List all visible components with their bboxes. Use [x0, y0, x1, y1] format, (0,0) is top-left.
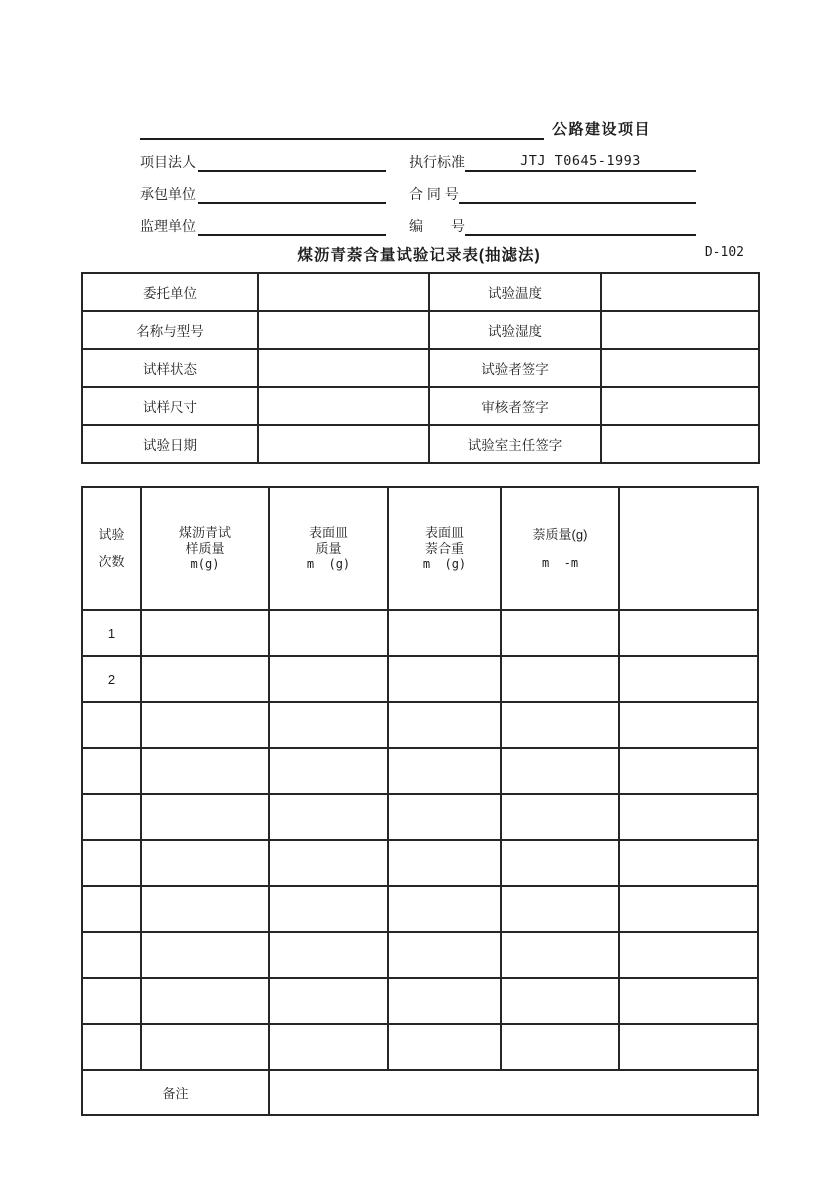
- info-label: 试验日期: [82, 425, 258, 463]
- info-label: 审核者签字: [429, 387, 601, 425]
- empty-cell: [141, 978, 269, 1024]
- header-field-row: [140, 152, 696, 172]
- page-title: 煤沥青萘含量试验记录表(抽滤法): [297, 247, 541, 264]
- empty-cell: [388, 840, 501, 886]
- field-label-standard: 执行标准: [409, 154, 465, 170]
- remark-value-cell: [269, 1070, 758, 1115]
- info-label: 试验湿度: [429, 311, 601, 349]
- trial-number-cell: [82, 1024, 141, 1070]
- info-value-cell: [601, 387, 759, 425]
- empty-cell: [501, 840, 619, 886]
- info-value-cell: [258, 273, 429, 311]
- trial-number-cell: [82, 748, 141, 794]
- project-name-line: [140, 118, 696, 140]
- empty-cell: [388, 748, 501, 794]
- header-row: [82, 487, 758, 610]
- info-label: 试验者签字: [429, 349, 601, 387]
- info-label: 试验温度: [429, 273, 601, 311]
- col-header-naphthalene-mass: 萘质量(g) m -m: [501, 487, 619, 610]
- table-row: [82, 273, 759, 311]
- col-header-trial-number: 试验 次数: [82, 487, 141, 610]
- empty-cell: [501, 748, 619, 794]
- empty-cell: [141, 1024, 269, 1070]
- field-value-line: [465, 152, 696, 172]
- empty-cell: [619, 932, 758, 978]
- table-row: [82, 387, 759, 425]
- field-value-line: [459, 184, 696, 204]
- empty-cell: [619, 656, 758, 702]
- header-field-row: [140, 184, 696, 204]
- info-value-cell: [258, 311, 429, 349]
- empty-cell: [269, 702, 388, 748]
- trial-number-cell: [82, 794, 141, 840]
- standard-code-value: JTJ T0645-1993: [520, 153, 641, 169]
- empty-cell: [141, 886, 269, 932]
- trial-number-cell: [82, 932, 141, 978]
- empty-cell: [269, 748, 388, 794]
- empty-cell: [501, 886, 619, 932]
- remark-label: 备注: [82, 1070, 269, 1115]
- empty-cell: [619, 886, 758, 932]
- trial-number-cell: [82, 978, 141, 1024]
- empty-cell: [141, 840, 269, 886]
- empty-cell: [269, 794, 388, 840]
- header-field-row: [140, 216, 696, 236]
- empty-cell: [269, 1024, 388, 1070]
- info-label: 名称与型号: [82, 311, 258, 349]
- empty-cell: [619, 702, 758, 748]
- info-value-cell: [601, 425, 759, 463]
- empty-cell: [501, 702, 619, 748]
- empty-cell: [269, 610, 388, 656]
- title-row: [0, 243, 838, 265]
- empty-cell: [619, 1024, 758, 1070]
- table-row: [82, 349, 759, 387]
- table-row: [82, 1024, 758, 1070]
- trial-number-cell: [82, 702, 141, 748]
- table-row: [82, 425, 759, 463]
- info-label: 委托单位: [82, 273, 258, 311]
- table-row: [82, 932, 758, 978]
- field-label-contractor: 承包单位: [140, 186, 196, 202]
- field-blank-line: [198, 184, 386, 204]
- empty-cell: [141, 656, 269, 702]
- empty-cell: [388, 932, 501, 978]
- empty-cell: [619, 840, 758, 886]
- empty-cell: [388, 794, 501, 840]
- trial-number-cell: [82, 886, 141, 932]
- field-label-project-owner: 项目法人: [140, 154, 196, 170]
- empty-cell: [388, 656, 501, 702]
- project-name-blank-line: [140, 120, 544, 140]
- col-header-dish-mass: 表面皿 质量 m (g): [269, 487, 388, 610]
- form-code: D-102: [704, 245, 744, 260]
- empty-cell: [501, 932, 619, 978]
- info-value-cell: [258, 387, 429, 425]
- empty-cell: [388, 886, 501, 932]
- empty-cell: [501, 1024, 619, 1070]
- table-row: [82, 702, 758, 748]
- empty-cell: [141, 610, 269, 656]
- empty-cell: [269, 978, 388, 1024]
- table-row: [82, 886, 758, 932]
- empty-cell: [141, 702, 269, 748]
- field-blank-line: [198, 152, 386, 172]
- info-value-cell: [258, 349, 429, 387]
- col-header-sample-mass: 煤沥青试 样质量 m(g): [141, 487, 269, 610]
- trial-number-cell: 1: [82, 610, 141, 656]
- field-label-contract-no: 合 同 号: [409, 186, 459, 202]
- info-label: 试验室主任签字: [429, 425, 601, 463]
- info-value-cell: [601, 273, 759, 311]
- empty-cell: [501, 656, 619, 702]
- table-row: [82, 656, 758, 702]
- col-header-blank: [619, 487, 758, 610]
- remark-row: [82, 1070, 758, 1115]
- empty-cell: [501, 610, 619, 656]
- info-value-cell: [601, 349, 759, 387]
- info-label: 试样状态: [82, 349, 258, 387]
- empty-cell: [269, 886, 388, 932]
- info-value-cell: [258, 425, 429, 463]
- empty-cell: [141, 932, 269, 978]
- field-label-supervisor: 监理单位: [140, 218, 196, 234]
- col-header-dish-plus-naphthalene-mass: 表面皿 萘合重 m (g): [388, 487, 501, 610]
- empty-cell: [619, 978, 758, 1024]
- info-value-cell: [601, 311, 759, 349]
- table-row: [82, 311, 759, 349]
- trial-number-cell: [82, 840, 141, 886]
- trial-number-cell: 2: [82, 656, 141, 702]
- empty-cell: [388, 610, 501, 656]
- empty-cell: [388, 1024, 501, 1070]
- empty-cell: [619, 794, 758, 840]
- table-row: [82, 748, 758, 794]
- empty-cell: [269, 840, 388, 886]
- project-suffix-label: 公路建设项目: [552, 121, 652, 138]
- empty-cell: [501, 794, 619, 840]
- form-header: [140, 118, 696, 236]
- table-row: [82, 840, 758, 886]
- empty-cell: [388, 978, 501, 1024]
- empty-cell: [619, 748, 758, 794]
- empty-cell: [141, 794, 269, 840]
- empty-cell: [388, 702, 501, 748]
- empty-cell: [269, 932, 388, 978]
- table-row: [82, 978, 758, 1024]
- table-row: [82, 794, 758, 840]
- field-value-line: [465, 216, 696, 236]
- empty-cell: [619, 610, 758, 656]
- field-blank-line: [198, 216, 386, 236]
- info-table: [81, 272, 760, 464]
- empty-cell: [501, 978, 619, 1024]
- empty-cell: [141, 748, 269, 794]
- field-label-serial-no: 编 号: [409, 218, 465, 234]
- test-data-table: [81, 486, 759, 1116]
- table-row: [82, 610, 758, 656]
- info-label: 试样尺寸: [82, 387, 258, 425]
- empty-cell: [269, 656, 388, 702]
